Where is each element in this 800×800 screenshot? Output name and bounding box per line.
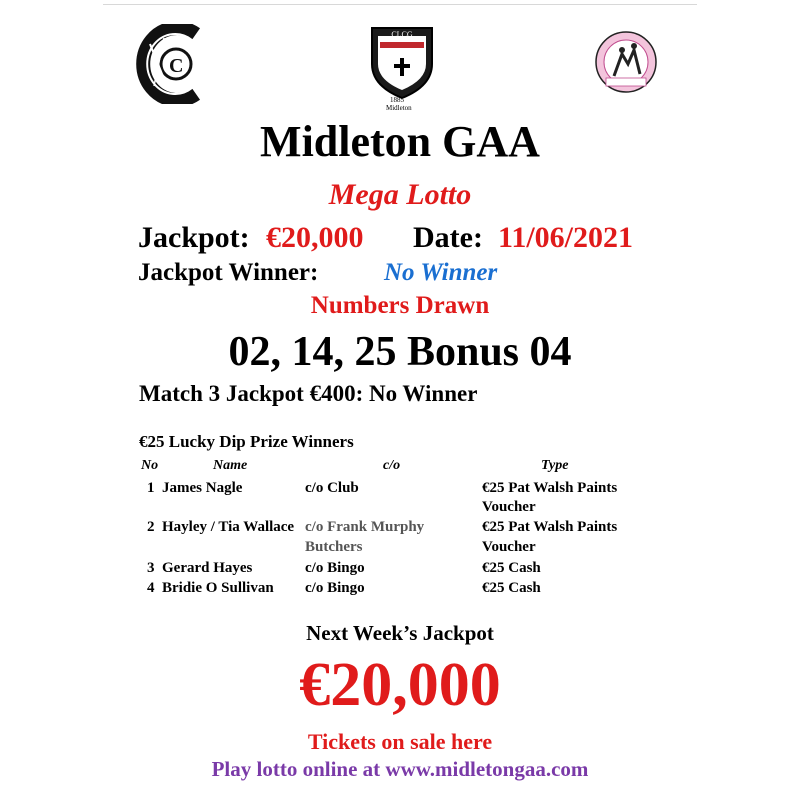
tickets-on-sale: Tickets on sale here [307, 729, 493, 754]
col-co: c/o [383, 458, 401, 473]
col-no: No [141, 458, 159, 473]
row-4-type: €25 Cash [482, 580, 541, 596]
next-week-label: Next Week’s Jackpot [306, 621, 494, 645]
row-4-name: Bridie O Sullivan [162, 580, 274, 596]
lucky-dip-heading: €25 Lucky Dip Prize Winners [139, 432, 354, 451]
numbers-heading: Numbers Drawn [310, 292, 490, 319]
row-2-co-line2: Butchers [305, 539, 363, 555]
row-3-no: 3 [147, 560, 155, 576]
row-1-co: c/o Club [305, 480, 359, 496]
crest-letters: CLCG [391, 30, 413, 39]
row-2-co-line1: c/o Frank Murphy [305, 519, 425, 535]
row-3-type: €25 Cash [482, 560, 541, 576]
row-2-type-line2: Voucher [482, 539, 536, 555]
jackpot-value: €20,000 [266, 221, 364, 254]
crest-town: Midleton [386, 104, 412, 112]
row-2-type-line1: €25 Pat Walsh Paints [482, 519, 618, 535]
date-label: Date: [413, 221, 483, 254]
winner-value: No Winner [384, 259, 498, 286]
next-week-amount: €20,000 [299, 651, 501, 719]
row-3-name: Gerard Hayes [162, 560, 253, 576]
camogie-logo-icon [136, 24, 210, 104]
row-1-no: 1 [147, 480, 155, 496]
play-online-link[interactable]: Play lotto online at www.midletongaa.com [211, 757, 589, 781]
page-title: Midleton GAA [260, 117, 540, 166]
row-2-no: 2 [147, 519, 155, 535]
row-4-co: c/o Bingo [305, 580, 365, 596]
row-1-type-line1: €25 Pat Walsh Paints [482, 480, 618, 496]
match3-result: Match 3 Jackpot €400: No Winner [139, 381, 478, 406]
col-type: Type [541, 458, 569, 473]
top-border [103, 4, 697, 5]
drawn-numbers: 02, 14, 25 Bonus 04 [228, 329, 572, 375]
date-value: 11/06/2021 [498, 221, 634, 254]
crest-year: 1885 [390, 96, 404, 104]
club-crest-icon [366, 24, 438, 104]
row-2-name: Hayley / Tia Wallace [162, 519, 295, 535]
row-1-type-line2: Voucher [482, 499, 536, 515]
svg-text:C: C [169, 55, 184, 77]
row-4-no: 4 [147, 580, 155, 596]
jackpot-label: Jackpot: [138, 221, 250, 254]
ladies-badge-icon [594, 30, 658, 94]
col-name: Name [213, 458, 248, 473]
winner-label: Jackpot Winner: [138, 259, 319, 286]
row-1-name: James Nagle [162, 480, 243, 496]
row-3-co: c/o Bingo [305, 560, 365, 576]
subtitle: Mega Lotto [328, 178, 472, 211]
